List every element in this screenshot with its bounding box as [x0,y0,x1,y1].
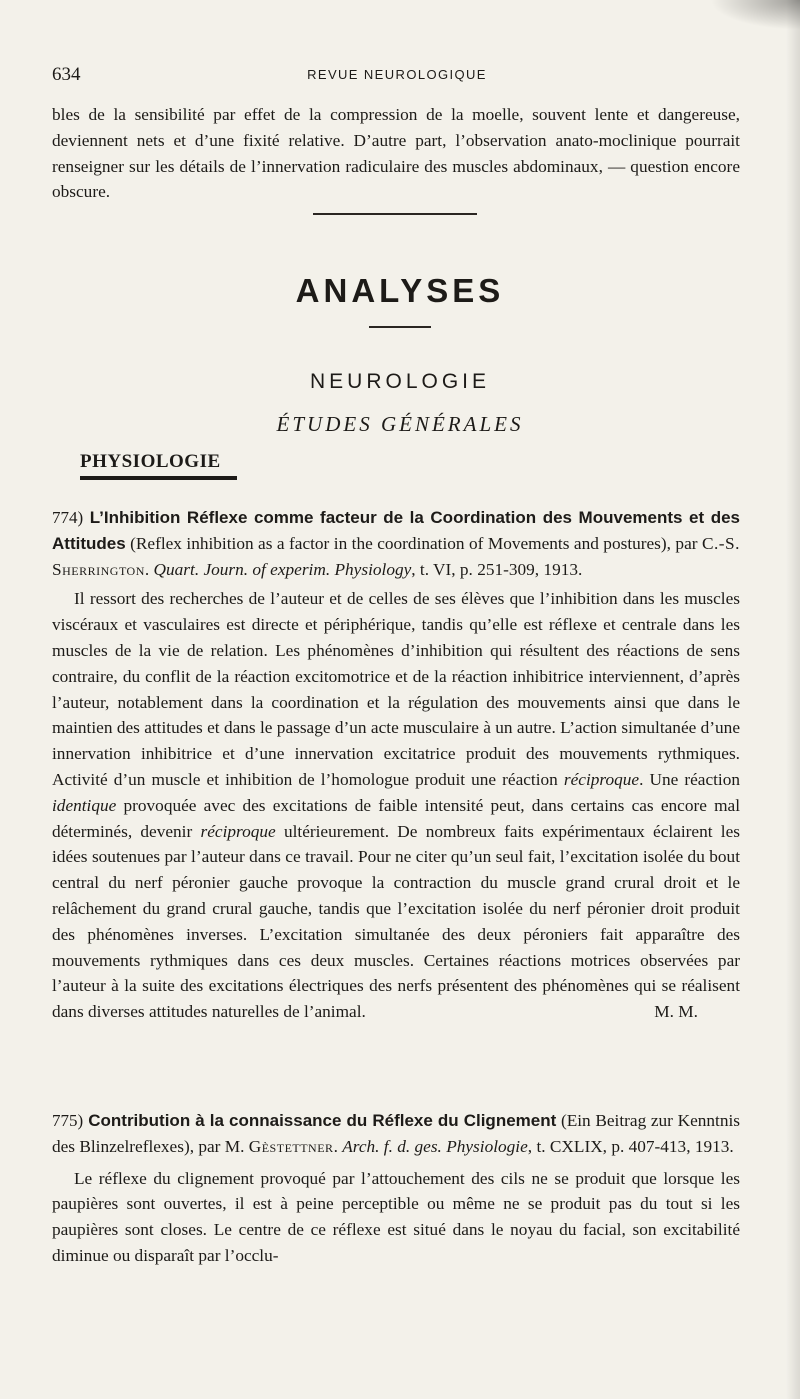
category-underline [80,476,237,480]
running-title: REVUE NEUROLOGIQUE [307,67,487,82]
entry-775 [52,1108,740,1269]
page-edge-shadow [786,0,800,1399]
entry-774-em-identique: identique [52,795,117,815]
entry-775-number: 775) [52,1111,84,1130]
intro-paragraph: bles de la sensibilité par effet de la compression de la moelle, souvent lente et dangereuse, deviennent nets et d’une fixité relative. D’autre part, l’observation anato-moclinique pourrait renseigner sur les détails de l’innervation radiculaire des muscles abdominaux, — question encore obscure. [52,105,740,202]
entry-775-journal: Arch. f. d. ges. Physiologie [342,1136,528,1156]
separator-rule-section [369,326,431,328]
entry-774-body [52,586,740,1025]
separator-rule-top [313,213,477,215]
entry-774-ref-sep: . [144,559,154,579]
entry-775-body: Le réflexe du clignement provoqué par l’attouchement des cils ne se produit que lorsque les paupières sont ouvertes, il est à peine perceptible ou même ne se produit pas du tout si les paupières sont closes. Le centre de ce réflexe est situé dans le noyau du facial, son excitabilité diminue ou disparaît par l’occlu- [52,1168,740,1265]
category-heading: PHYSIOLOGIE [80,451,221,472]
entry-774 [52,505,740,1025]
entry-775-ref-text: (Ein Beitrag zur Kenntnis des Blinzelreflexes), par M. [52,1111,740,1156]
page-corner-shadow [710,0,800,30]
entry-775-citation: , t. CXLIX, p. 407-413, 1913. [527,1136,734,1156]
entry-774-em-reciproque-2: réciproque [200,821,276,841]
entry-775-reference [52,1108,740,1160]
subsection-title: ÉTUDES GÉNÉRALES [276,412,524,436]
entry-774-body-b: . Une réaction [639,769,740,789]
entry-774-number: 774) [52,508,84,527]
entry-774-title: L’Inhibition Réflexe comme facteur de la Coordination des Mouvements et des Attitudes [52,508,740,553]
section-subtitle: NEUROLOGIE [309,370,491,393]
entry-774-reference [52,505,740,582]
entry-774-ref-text: (Reflex inhibition as a factor in the coordination of Movements and postures), par [125,533,702,553]
entry-774-body-d: ultérieurement. De nombreux faits expérimentaux éclairent les idées soutenues par l’auteur dans ce travail. Pour ne citer qu’un seul fait, l’excitation isolée du bout central du nerf péronier gauche provoque la contraction du muscle grand crural droit et le relâchement du grand crural gauche, tandis que l’excitation isolée du nerf péronier droit produit des phénomènes inverses. L’excitation simultanée des deux péroniers fait apparaître des mouvements rythmiques dans ces deux muscles. Certaines réactions motrices observées par l’auteur à la suite des excitations électriques des nerfs présentent des phénomènes qui se réalisent dans diverses attitudes naturelles de l’animal. [52,821,740,1022]
entry-774-citation: , t. VI, p. 251-309, 1913. [411,559,583,579]
entry-774-body-c: provoquée avec des excitations de faible intensité peut, dans certains cas encore mal déterminés, devenir [52,795,740,841]
entry-775-author: Gèstettner [248,1136,334,1156]
entry-775-title: Contribution à la connaissance du Réflexe du Clignement [88,1111,557,1130]
page-number: 634 [52,64,81,85]
entry-774-signature: M. M. [654,1002,698,1022]
section-title: ANALYSES [295,272,505,309]
entry-775-ref-sep: . [333,1136,343,1156]
page-header [52,64,742,88]
entry-774-body-a: Il ressort des recherches de l’auteur et de celles de ses élèves que l’inhibition dans les muscles viscéraux et vasculaires est directe et périphérique, tandis qu’elle est réflexe et centrale dans les muscles de la vie de relation. Les phénomènes d’inhibition qui résultent des réactions de sens contraire, du conflit de la réaction excitomotrice et de la réaction inhibitrice interviennent, d’après l’auteur, notablement dans la coordination et la régulation des mouvements ainsi que dans le maintien des attitudes et dans le passage d’un acte musculaire à un autre. L’action simultanée d’une innervation inhibitrice et d’une innervation excitatrice produit des mouvements rythmiques. Activité d’un muscle et inhibition de l’homologue produit une réaction [52,589,740,789]
entry-775-heading [52,1111,556,1130]
entry-774-journal: Quart. Journ. of experim. Physiology [153,559,412,579]
entry-774-em-reciproque: réciproque [563,769,640,789]
entry-774-author: C.-S. Sherrington [52,533,740,579]
